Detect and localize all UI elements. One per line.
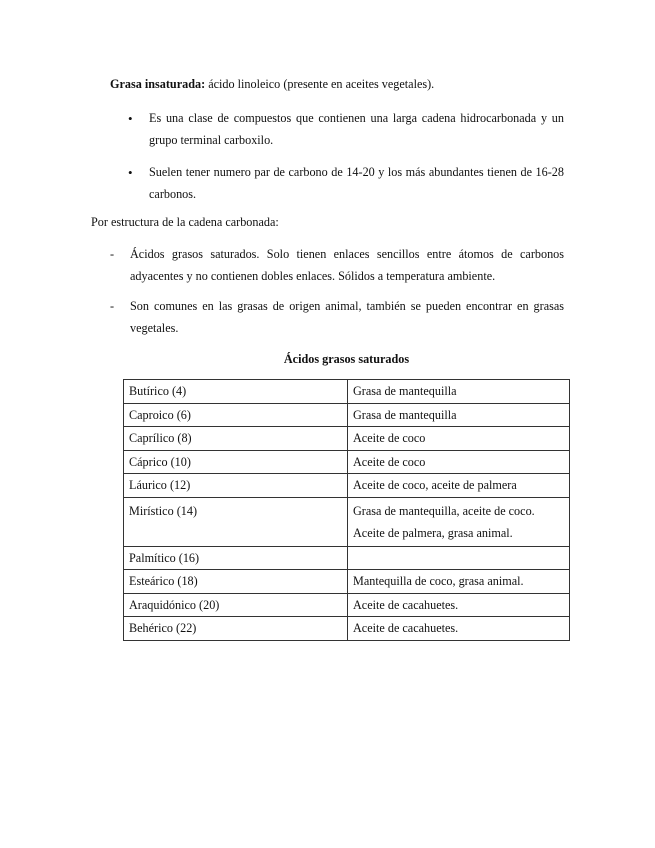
source-cell: Aceite de cacahuetes. xyxy=(348,617,570,641)
intro-text: ácido linoleico (presente en aceites vegetales). xyxy=(205,77,435,91)
source-cell: Mantequilla de coco, grasa animal. xyxy=(348,570,570,594)
table-row xyxy=(124,546,570,570)
intro-paragraph xyxy=(110,75,434,93)
source-line: Aceite de palmera, grasa animal. xyxy=(353,525,513,540)
acid-cell: Esteárico (18) xyxy=(124,570,348,594)
table-row xyxy=(124,593,570,617)
acid-cell: Cáprico (10) xyxy=(124,450,348,474)
dash-item: - Son comunes en las grasas de origen animal, también se pueden encontrar en grasas vegetales. xyxy=(110,296,564,339)
dash-item: - Ácidos grasos saturados. Solo tienen enlaces sencillos entre átomos de carbonos adyacentes y no contienen dobles enlaces. Sólidos a temperatura ambiente. xyxy=(110,244,564,287)
table-row xyxy=(124,427,570,451)
source-cell: Aceite de cacahuetes. xyxy=(348,593,570,617)
acid-cell: Palmítico (16) xyxy=(124,546,348,570)
bullet-item: • Es una clase de compuestos que contienen una larga cadena hidrocarbonada y un grupo terminal carboxilo. xyxy=(128,108,564,151)
table-row xyxy=(124,474,570,498)
intro-label: Grasa insaturada: xyxy=(110,77,206,91)
acid-cell: Láurico (12) xyxy=(124,474,348,498)
table-row xyxy=(124,570,570,594)
source-cell: Aceite de coco xyxy=(348,450,570,474)
bullet-item: • Suelen tener numero par de carbono de 14-20 y los más abundantes tienen de 16-28 carbonos. xyxy=(128,162,564,205)
source-cell: Aceite de coco, aceite de palmera xyxy=(348,474,570,498)
fatty-acids-table xyxy=(123,379,570,641)
source-cell xyxy=(348,546,570,570)
table-row xyxy=(124,497,570,546)
source-line: Grasa de mantequilla, aceite de coco. xyxy=(353,503,535,518)
source-cell: Grasa de mantequilla xyxy=(348,380,570,404)
acid-cell: Caproico (6) xyxy=(124,403,348,427)
table-row xyxy=(124,617,570,641)
structure-heading: Por estructura de la cadena carbonada: xyxy=(91,215,279,229)
acid-cell: Caprílico (8) xyxy=(124,427,348,451)
source-cell: Aceite de coco xyxy=(348,427,570,451)
acid-cell: Behérico (22) xyxy=(124,617,348,641)
acid-cell: Butírico (4) xyxy=(124,380,348,404)
table-row xyxy=(124,450,570,474)
table-row xyxy=(124,380,570,404)
table-row xyxy=(124,403,570,427)
bullet-list xyxy=(128,108,564,216)
acid-cell: Araquidónico (20) xyxy=(124,593,348,617)
acid-cell: Mirístico (14) xyxy=(124,497,348,546)
source-cell xyxy=(348,497,570,546)
table-title: Ácidos grasos saturados xyxy=(283,352,410,366)
source-cell: Grasa de mantequilla xyxy=(348,403,570,427)
dash-list xyxy=(110,244,564,348)
